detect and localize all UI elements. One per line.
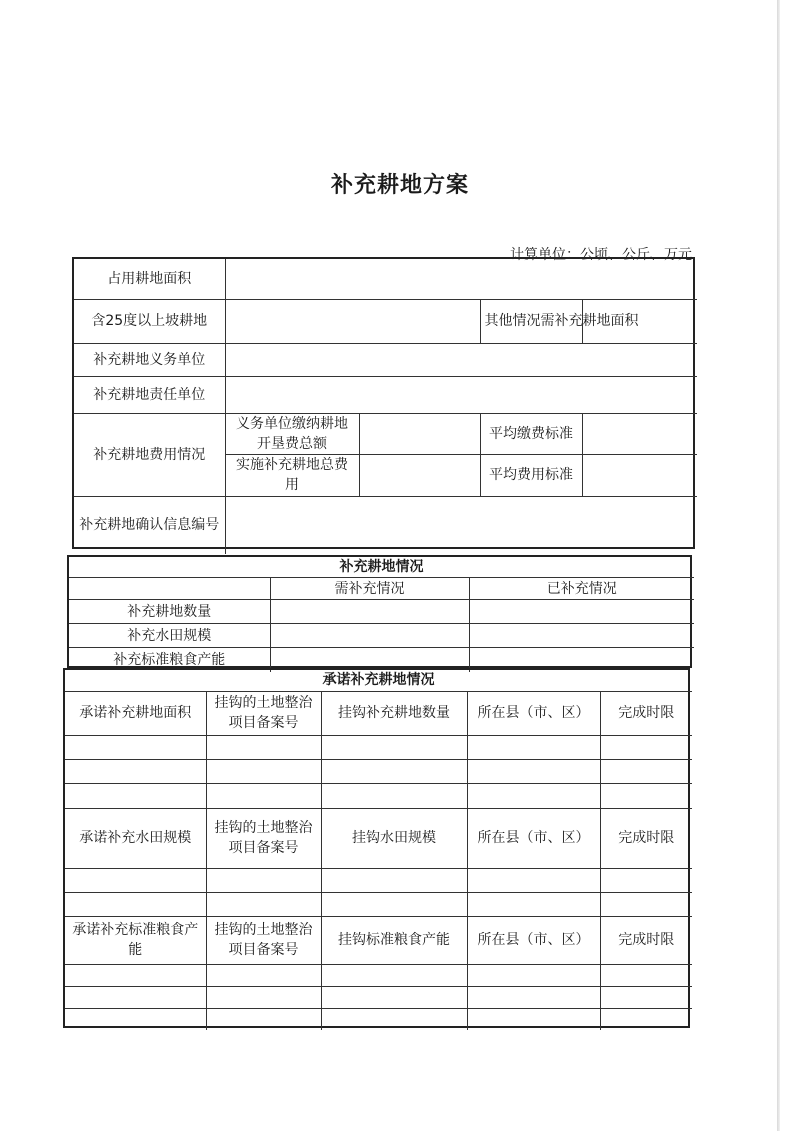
project-no-header: 挂钩的土地整治项目备案号 [206, 808, 321, 868]
impl-total-cost-label: 实施补充耕地总费用 [225, 454, 359, 496]
supplement-table [67, 555, 692, 668]
table-cell[interactable] [206, 735, 321, 759]
duty-fee-total-value[interactable] [359, 413, 480, 454]
table-cell[interactable] [206, 892, 321, 916]
table-cell[interactable] [321, 986, 467, 1008]
deadline-header: 完成时限 [600, 916, 692, 964]
linked-qty-header: 挂钩补充耕地数量 [321, 691, 467, 735]
table-cell[interactable] [65, 986, 206, 1008]
row-paddy-label: 补充水田规模 [69, 624, 270, 648]
avg-cost-std-value[interactable] [582, 454, 697, 496]
linked-paddy-header: 挂钩水田规模 [321, 808, 467, 868]
other-info-label: 其他情况需补充耕地面积 [480, 299, 582, 343]
confirm-no-label: 补充耕地确认信息编号 [74, 496, 225, 554]
table-cell[interactable] [467, 759, 600, 783]
table-cell[interactable] [206, 783, 321, 808]
impl-total-cost-value[interactable] [359, 454, 480, 496]
promise-grain-label: 承诺补充标准粮食产能 [65, 916, 206, 964]
table-cell[interactable] [65, 892, 206, 916]
table-cell[interactable] [206, 868, 321, 892]
table-cell[interactable] [600, 964, 692, 986]
table-cell[interactable] [600, 1008, 692, 1030]
table-cell[interactable] [321, 964, 467, 986]
table-cell[interactable] [600, 892, 692, 916]
county-header: 所在县（市、区） [467, 691, 600, 735]
deadline-header: 完成时限 [600, 808, 692, 868]
table-cell[interactable] [600, 868, 692, 892]
table-cell[interactable] [65, 1008, 206, 1030]
table-cell[interactable] [321, 892, 467, 916]
supplement-blank-header [69, 578, 270, 600]
project-no-header: 挂钩的土地整治项目备案号 [206, 916, 321, 964]
promise-heading: 承诺补充耕地情况 [65, 670, 692, 691]
row-quantity-label: 补充耕地数量 [69, 600, 270, 624]
table-cell[interactable] [65, 735, 206, 759]
table-cell[interactable] [600, 783, 692, 808]
county-header: 所在县（市、区） [467, 808, 600, 868]
responsible-unit-label: 补充耕地责任单位 [74, 376, 225, 413]
avg-payment-std-label: 平均缴费标准 [480, 413, 582, 454]
table-cell[interactable] [65, 868, 206, 892]
row-paddy-done[interactable] [469, 624, 694, 648]
table-cell[interactable] [206, 964, 321, 986]
unit-note: 计算单位：公顷、公斤、万元 [510, 247, 692, 263]
avg-payment-std-value[interactable] [582, 413, 697, 454]
duty-fee-total-label: 义务单位缴纳耕地开垦费总额 [225, 413, 359, 454]
table-cell[interactable] [65, 759, 206, 783]
row-grain-label: 补充标准粮食产能 [69, 648, 270, 672]
table-cell[interactable] [206, 986, 321, 1008]
col-need-header: 需补充情况 [270, 578, 469, 600]
promise-table [63, 668, 690, 1028]
confirm-no-value[interactable] [225, 496, 697, 554]
supplement-heading: 补充耕地情况 [69, 557, 694, 578]
row-quantity-done[interactable] [469, 600, 694, 624]
promise-paddy-label: 承诺补充水田规模 [65, 808, 206, 868]
table-cell[interactable] [600, 759, 692, 783]
deadline-header: 完成时限 [600, 691, 692, 735]
table-cell[interactable] [65, 964, 206, 986]
table-cell[interactable] [321, 783, 467, 808]
table-cell[interactable] [467, 892, 600, 916]
col-done-header: 已补充情况 [469, 578, 694, 600]
duty-unit-value[interactable] [225, 343, 697, 376]
project-no-header: 挂钩的土地整治项目备案号 [206, 691, 321, 735]
avg-cost-std-label: 平均费用标准 [480, 454, 582, 496]
table-cell[interactable] [600, 986, 692, 1008]
responsible-unit-value[interactable] [225, 376, 697, 413]
linked-grain-header: 挂钩标准粮食产能 [321, 916, 467, 964]
page-title: 补充耕地方案 [330, 173, 469, 198]
occupied-area-label: 占用耕地面积 [74, 259, 225, 299]
table-cell[interactable] [321, 1008, 467, 1030]
slope-25-value[interactable] [225, 299, 480, 343]
table-cell[interactable] [467, 1008, 600, 1030]
occupied-area-value[interactable] [225, 259, 697, 299]
row-paddy-need[interactable] [270, 624, 469, 648]
county-header: 所在县（市、区） [467, 916, 600, 964]
table-cell[interactable] [206, 759, 321, 783]
table-cell[interactable] [321, 735, 467, 759]
table-cell[interactable] [206, 1008, 321, 1030]
slope-25-label: 含25度以上坡耕地 [74, 299, 225, 343]
table-cell[interactable] [467, 783, 600, 808]
table-cell[interactable] [65, 783, 206, 808]
table-cell[interactable] [467, 964, 600, 986]
cost-situation-label: 补充耕地费用情况 [74, 413, 225, 496]
duty-unit-label: 补充耕地义务单位 [74, 343, 225, 376]
table-cell[interactable] [467, 868, 600, 892]
table-cell[interactable] [321, 868, 467, 892]
table-cell[interactable] [321, 759, 467, 783]
table-cell[interactable] [467, 735, 600, 759]
table-cell[interactable] [467, 986, 600, 1008]
plan-info-table [72, 257, 695, 549]
promise-area-label: 承诺补充耕地面积 [65, 691, 206, 735]
table-cell[interactable] [600, 735, 692, 759]
row-quantity-need[interactable] [270, 600, 469, 624]
